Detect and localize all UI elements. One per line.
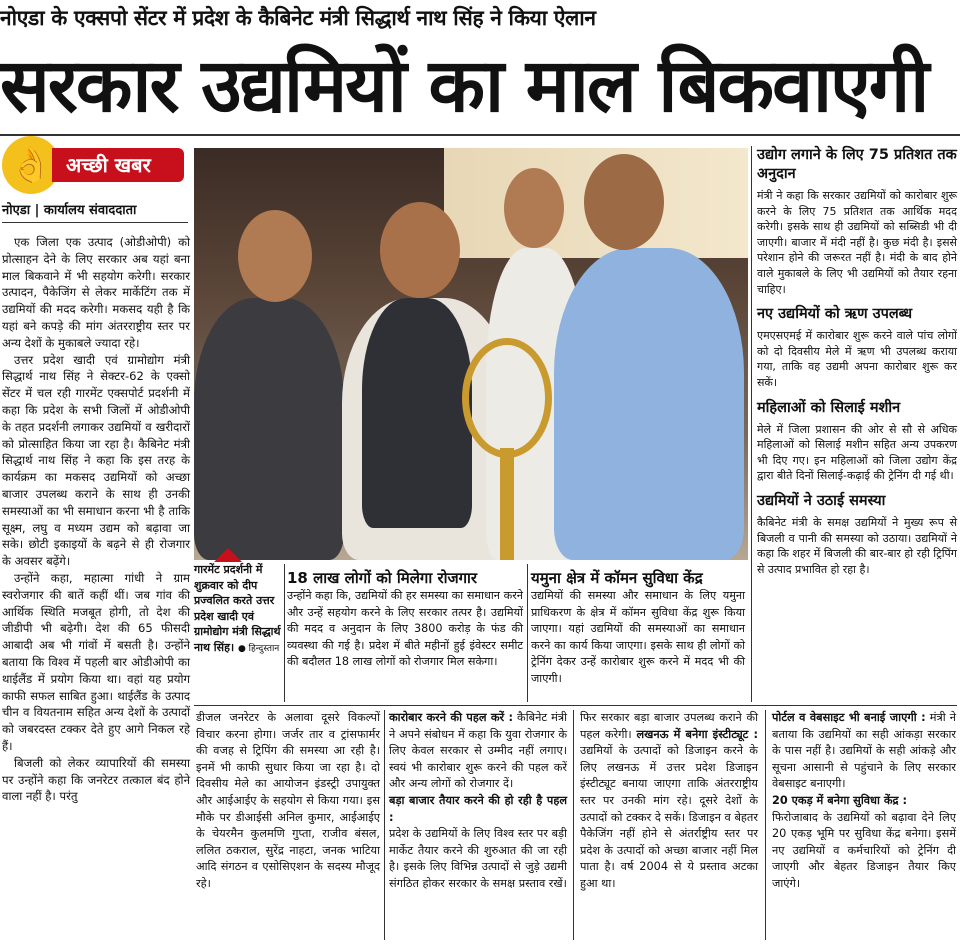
- subhead: 20 एकड़ में बनेगा सुविधा केंद्र :: [772, 793, 907, 807]
- photo-person-head: [238, 210, 312, 302]
- bottom-column-1: [196, 710, 380, 893]
- bottom-text: प्रदेश के उद्यमियों के लिए विश्व स्तर पर बड़ी मार्केट तैयार करने की शुरुआत की जा रही है। इसके लिए विभिन्न उत्पादों से जुड़े उद्यमी संगठित होकर सरकार के समक्ष प्रस्ताव रखें।: [389, 827, 567, 890]
- left-paragraph: बिजली को लेकर व्यापारियों की समस्या पर उन्होंने कहा कि जनरेटर तत्काल बंद होने वाला नहीं है। परंतु: [2, 755, 190, 804]
- column-divider: [573, 710, 574, 940]
- left-paragraph: उत्तर प्रदेश खादी एवं ग्रामोद्योग मंत्री सिद्धार्थ नाथ सिंह ने सेक्टर-62 के एक्सो सेंटर में चल रही गारमेंट एक्सपोर्ट प्रदर्शनी में कहा कि प्रदेश के सभी जिलों में ओडीओपी के तहत प्रदर्शनी लगाकर उद्यमियों व खरीदारों को प्रोत्साहित किया जा रहा है। कैबिनेट मंत्री सिद्धार्थ नाथ सिंह ने कहा कि इस तरह के कार्यक्रम का मकसद उद्यमियों को अच्छा बाजार उपलब्ध कराने के साथ ही उनकी समस्याओं का भी समाधान करना भी है ताकि सूक्ष्म, लघु व मध्यम उद्यम को बढ़ावा जा सके। छोटी इकाइयों के बढ़ने से ही रोजगार के अवसर बढ़ेंगे।: [2, 352, 190, 569]
- sidebar-section: [757, 305, 957, 390]
- sidebar-section: [757, 146, 957, 297]
- sidebar-section-text: एमएसएमई में कारोबार शुरू करने वाले पांच लोगों को दो दिवसीय मेले में ऋण भी उपलब्ध कराया गया, ताकि वह उद्यमी अपना कारोबार शुरू कर सकें।: [757, 329, 957, 389]
- bottom-rule: [194, 705, 957, 706]
- sidebar-section-text: कैबिनेट मंत्री के समक्ष उद्यमियों ने मुख्य रूप से बिजली व पानी की समस्या को उठाया। उद्यमियों ने कहा कि शहर में बिजली की बार-बार हो रही ट्रिपिंग से उत्पाद प्रभावित हो रहा है।: [757, 515, 957, 576]
- bottom-text: डीजल जनरेटर के अलावा दूसरे विकल्पों विचार करना होगा। जर्जर तार व ट्रांसफार्मर की वजह से ट्रिपिंग की समस्या आ रही है। इनमें भी काफी सुधार किया जा रहा है। दो दिवसीय मेले का आयोजन इंडस्ट्री उपायुक्त और आईआईए के सहयोग से किया गया। इस मौके पर डीआईसी अनिल कुमार, आईआईए के चेयरमैन कुलमणि गुप्ता, राजीव बंसल, ललित ठकराल, सुरेंद्र नाहटा, जनक भाटिया आदि संगठन व एसोसिएशन के सदस्य मौजूद रहे।: [196, 711, 380, 890]
- sidebar-section: [757, 492, 957, 577]
- photo-person-vest: [362, 298, 472, 528]
- good-news-label: अच्छी खबर: [52, 148, 184, 182]
- photo-person-head: [584, 154, 664, 250]
- subhead: कारोबार करने की पहल करें :: [389, 711, 514, 724]
- hand-ok-icon: 👌: [2, 136, 60, 194]
- bottom-column-3: [580, 710, 758, 893]
- photo-person: [554, 248, 744, 560]
- caption-text: गारमेंट प्रदर्शनी में शुक्रवार को दीप प्रज्वलित करते उत्तर प्रदेश खादी एवं ग्रामोद्योग मंत्री सिद्धार्थ नाथ सिंह।: [194, 563, 281, 654]
- left-article-column: [2, 234, 190, 805]
- event-photo: [194, 148, 748, 560]
- sidebar-section-title: नए उद्यमियों को ऋण उपलब्ध: [757, 306, 913, 323]
- sidebar-section-title: उद्यमियों ने उठाई समस्या: [757, 492, 886, 509]
- column-divider: [751, 146, 752, 702]
- photo-caption: [194, 562, 282, 657]
- box-jobs: [287, 568, 523, 671]
- bottom-column-4: [772, 710, 956, 893]
- box-jobs-title: 18 लाख लोगों को मिलेगा रोजगार: [287, 569, 478, 587]
- caption-credit: ● हिन्दुस्तान: [237, 643, 280, 654]
- box-jobs-text: उन्होंने कहा कि, उद्यमियों की हर समस्या का समाधान करने और उन्हें सहयोग करने के लिए सरकार तत्पर है। उद्यमियों की मदद व अनुदान के लिए 3800 करोड़ के फंड की व्यवस्था की गई है। प्रदेश में बीते महीनों हुई इंवेस्टर समीट की बदौलत 18 लाख लोगों को रोजगार मिल सकेगा।: [287, 589, 523, 668]
- photo-person-head: [380, 202, 460, 298]
- left-paragraph: एक जिला एक उत्पाद (ओडीओपी) को प्रोत्साहन देने के लिए सरकार अब यहां बना माल बिकवाने में भी सहयोग करेगी। सरकार उत्पादन, पैकेजिंग से लेकर मार्केटिंग तक में उद्यमियों की मदद करेगी। मकसद यही है कि यहां बने कपड़े की मांग अंतरराष्ट्रीय स्तर पर अन्य देशों के मुकाबले ज्यादा रहे।: [2, 235, 190, 350]
- bottom-text: कैबिनेट मंत्री ने अपने संबोधन में कहा कि युवा रोजगार के लिए केवल सरकार से उम्मीद नहीं लगाए। स्वयं भी कारोबार शुरू करने की पहल करें और अन्य लोगों को रोजगार दें।: [389, 711, 568, 791]
- sidebar-section-title: उद्योग लगाने के लिए 75 प्रतिशत तक अनुदान: [757, 147, 957, 182]
- lamp-stand: [500, 448, 514, 560]
- right-sidebar: [757, 146, 957, 585]
- box-yamuna-title: यमुना क्षेत्र में कॉमन सुविधा केंद्र: [531, 569, 703, 587]
- bottom-text: फिर सरकार बड़ा बाजार उपलब्ध कराने की पहल करेगी।: [580, 711, 758, 741]
- byline: नोएडा | कार्यालय संवाददाता: [2, 203, 137, 218]
- byline-rule: [2, 222, 188, 223]
- sidebar-section-text: मंत्री ने कहा कि सरकार उद्यमियों को कारोबार शुरू करने के लिए 75 प्रतिशत तक आर्थिक मदद करेगी। इसके साथ ही उद्यमियों को सब्सिडी भी दी जाएगी। बाजार में मंदी नहीं है। कुछ मंदी है। इससे परेशान होने की जरूरत नहीं है। मंदी के बाद होने वाले मुकाबले के लिए भी उद्यमियों को तैयार रहना चाहिए।: [757, 189, 957, 296]
- good-news-logo: [2, 136, 182, 194]
- sidebar-section-text: मेले में जिला प्रशासन की ओर से सौ से अधिक महिलाओं को सिलाई मशीन सहित अन्य उपकरण भी दिए गए। इन महिलाओं को जिला उद्योग केंद्र द्वारा बीते दिनों सिलाई-कढ़ाई की ट्रेनिंग दी गई थी।: [757, 422, 957, 483]
- bottom-text: फिरोजाबाद के उद्यमियों को बढ़ावा देने लिए 20 एकड़ भूमि पर सुविधा केंद्र बनेगा। इसमें नए उद्यमियों व कर्मचारियों को ट्रेनिंग दी जाएगी और बेहतर डिजाइन तैयार किए जाएंगे।: [772, 810, 956, 890]
- sidebar-section: [757, 399, 957, 484]
- bottom-text: मंत्री ने बताया कि उद्यमियों का सही आंकड़ा सरकार के पास नहीं है। उद्यमियों के सही आंकड़े और सूचना आसानी से पहुंचाने के लिए सरकार वेबसाइट बनाएगी।: [772, 711, 957, 791]
- box-yamuna-text: उद्यमियों की समस्या और समाधान के लिए यमुना प्राधिकरण के क्षेत्र में कॉमन सुविधा केंद्र शुरू किया जाएगा। यहां उद्यमियों की समस्याओं का समाधान करने का कार्य किया जाएगा। इसके साथ ही लोगों को ट्रेनिंग देकर उन्हें कारोबार शुरू करने में मदद भी की जाएगी।: [531, 589, 745, 685]
- box-divider: [527, 564, 528, 702]
- lamp-ornament: [462, 338, 552, 458]
- column-divider: [765, 710, 766, 940]
- photo-person-head: [504, 168, 564, 248]
- subhead: पोर्टल व वेबसाइट भी बनाई जाएगी :: [772, 711, 926, 724]
- subhead: बड़ा बाजार तैयार करने की हो रही है पहल :: [389, 793, 567, 824]
- subhead: लखनऊ में बनेगा इंस्टीट्यूट :: [636, 727, 759, 741]
- kicker-line: नोएडा के एक्सपो सेंटर में प्रदेश के कैबिनेट मंत्री सिद्धार्थ नाथ सिंह ने किया ऐलान: [0, 6, 596, 30]
- headline: सरकार उद्यमियों का माल बिकवाएगी: [0, 43, 928, 129]
- bottom-column-2: [389, 710, 567, 893]
- box-yamuna: [531, 568, 745, 687]
- column-divider: [384, 710, 385, 940]
- sidebar-section-title: महिलाओं को सिलाई मशीन: [757, 399, 901, 416]
- left-paragraph: उन्होंने कहा, महात्मा गांधी ने ग्राम स्वरोजगार की बातें कहीं थीं। जब गांव की आर्थिक स्थिति मजबूत होगी, तो देश की जीडीपी भी बढ़ेगी। देश की 65 फीसदी आबादी अब भी गांवों में बसती है। उन्होंने बताया कि विश्व में पहली बार ओडीओपी का थाईलैंड में प्रयोग किया था। वहां यह प्रयोग काफी सफल साबित हुआ। थाईलैंड के उत्पाद चीन व वियतनाम सहित अन्य देशों के उत्पादों को जबरदस्त टक्कर देते हुए आगे निकल रहे हैं।: [2, 570, 190, 753]
- bottom-text: उद्यमियों के उत्पादों को डिजाइन करने के लिए लखनऊ में उत्तर प्रदेश डिजाइन इंस्टीट्यूट बनाया जाएगा ताकि अंतरराष्ट्रीय स्तर पर उनकी मांग रहे। दूसरे देशों के उत्पादों को टक्कर दे सकें। डिजाइन व बेहतर पैकेजिंग नहीं होने से अंतर्राष्ट्रीय स्तर पर प्रदेश के उत्पादों को अच्छा बाजार नहीं मिल पाता है। वर्ष 2004 से ये प्रस्ताव अटका हुआ था।: [580, 744, 758, 890]
- photo-person: [194, 298, 344, 560]
- caption-pointer: [214, 548, 242, 562]
- box-divider: [284, 564, 285, 702]
